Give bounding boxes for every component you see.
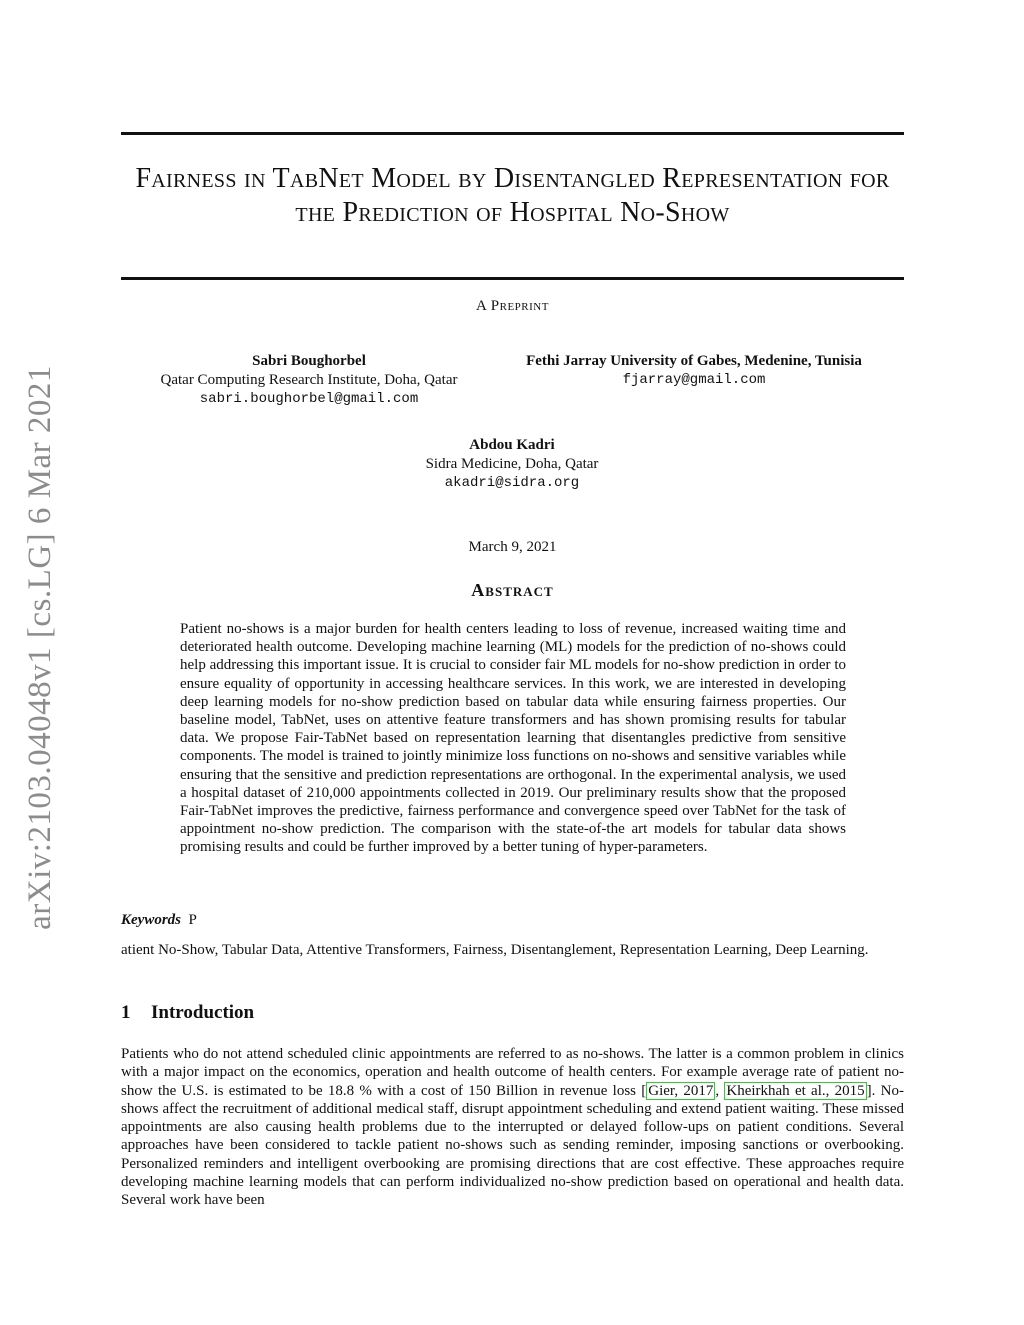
author-email[interactable]: fjarray@gmail.com (622, 372, 766, 388)
author-email[interactable]: akadri@sidra.org (444, 475, 580, 491)
arxiv-identifier: arXiv:2103.04048v1 [cs.LG] 6 Mar 2021 (21, 365, 58, 930)
intro-text-before-citations: Patients who do not attend scheduled clinic appointments are referred to as no-shows. The latter is a common problem in clinics with a major impact on the economics, operation and health outcome of health centers. For example average rate of patient no-show the U.S. is estimated to be 18.8 % with a cost of 150 Billion in revenue loss [ (121, 1046, 904, 1099)
author-name: Abdou Kadri (469, 437, 555, 453)
paper-date: March 9, 2021 (468, 539, 557, 555)
paper-title: Fairness in TabNet Model by Disentangled Representation for the Prediction of Hospital No-Show (135, 163, 890, 228)
keywords-label: Keywords (121, 912, 181, 928)
citation-separator: , (715, 1082, 725, 1099)
citation-link[interactable]: Gier, 2017 (648, 1082, 714, 1099)
author-name: Sabri Boughorbel (252, 353, 366, 369)
abstract-heading: Abstract (471, 580, 554, 600)
author-affiliation: Sidra Medicine, Doha, Qatar (425, 456, 599, 472)
section-number: 1 (121, 1002, 131, 1023)
title-bottom-rule (121, 277, 904, 280)
section-title: Introduction (151, 1002, 255, 1023)
keywords-text: atient No-Show, Tabular Data, Attentive Transformers, Fairness, Disentanglement, Representation Learning, Deep Learning. (121, 942, 869, 958)
author-block-1 (121, 352, 497, 409)
author-email[interactable]: sabri.boughorbel@gmail.com (199, 391, 419, 407)
citation-link[interactable]: Kheirkhah et al., 2015 (726, 1082, 865, 1099)
author-block-2 (500, 352, 888, 390)
arxiv-sidebar (16, 360, 64, 935)
introduction-paragraph (121, 1045, 904, 1210)
intro-text-after-citations: ]. No-shows affect the recruitment of additional medical staff, disrupt appointment scheduling and extend patient waiting. These missed appointments are also causing health problems due to the interrupted or delayed follow-ups on patient conditions. Several approaches have been considered to tackle patient no-shows such as sending reminder, imposing sanctions or overbooking. Personalized reminders and intelligent overbooking are promising directions that are cost effective. These approaches require developing machine learning models that can perform individualized no-show prediction based on operational and health data. Several work have been (121, 1082, 905, 1209)
title-top-rule (121, 132, 904, 135)
author-affiliation: Qatar Computing Research Institute, Doha, Qatar (160, 372, 458, 388)
keywords-first-letter: P (188, 912, 197, 928)
author-name: Fethi Jarray University of Gabes, Medenine, Tunisia (526, 353, 862, 369)
author-block-3 (312, 436, 712, 493)
abstract-text: Patient no-shows is a major burden for health centers leading to loss of revenue, increased waiting time and deteriorated health outcome. Developing machine learning (ML) models for the prediction of no-shows could help addressing this important issue. It is crucial to consider fair ML models for no-show prediction in order to ensure equality of opportunity in accessing healthcare services. In this work, we are interested in developing deep learning models for no-show prediction based on tabular data while ensuring fairness properties. Our baseline model, TabNet, uses on attentive feature transformers and has shown promising results for tabular data. We propose Fair-TabNet based on representation learning that disentangles predictive from sensitive components. The model is trained to jointly minimize loss functions on no-shows and sensitive variables while ensuring that the sensitive and prediction representations are orthogonal. In the experimental analysis, we used a hospital dataset of 210,000 appointments collected in 2019. Our preliminary results show that the proposed Fair-TabNet improves the predictive, fairness performance and convergence speed over TabNet for the task of appointment no-show prediction. The comparison with the state-of-the art models for tabular data shows promising results and could be further improved by a better tuning of hyper-parameters. (180, 621, 846, 856)
section-heading-introduction (121, 1002, 254, 1024)
keywords-label-line (121, 912, 197, 929)
preprint-label: A Preprint (476, 298, 549, 314)
